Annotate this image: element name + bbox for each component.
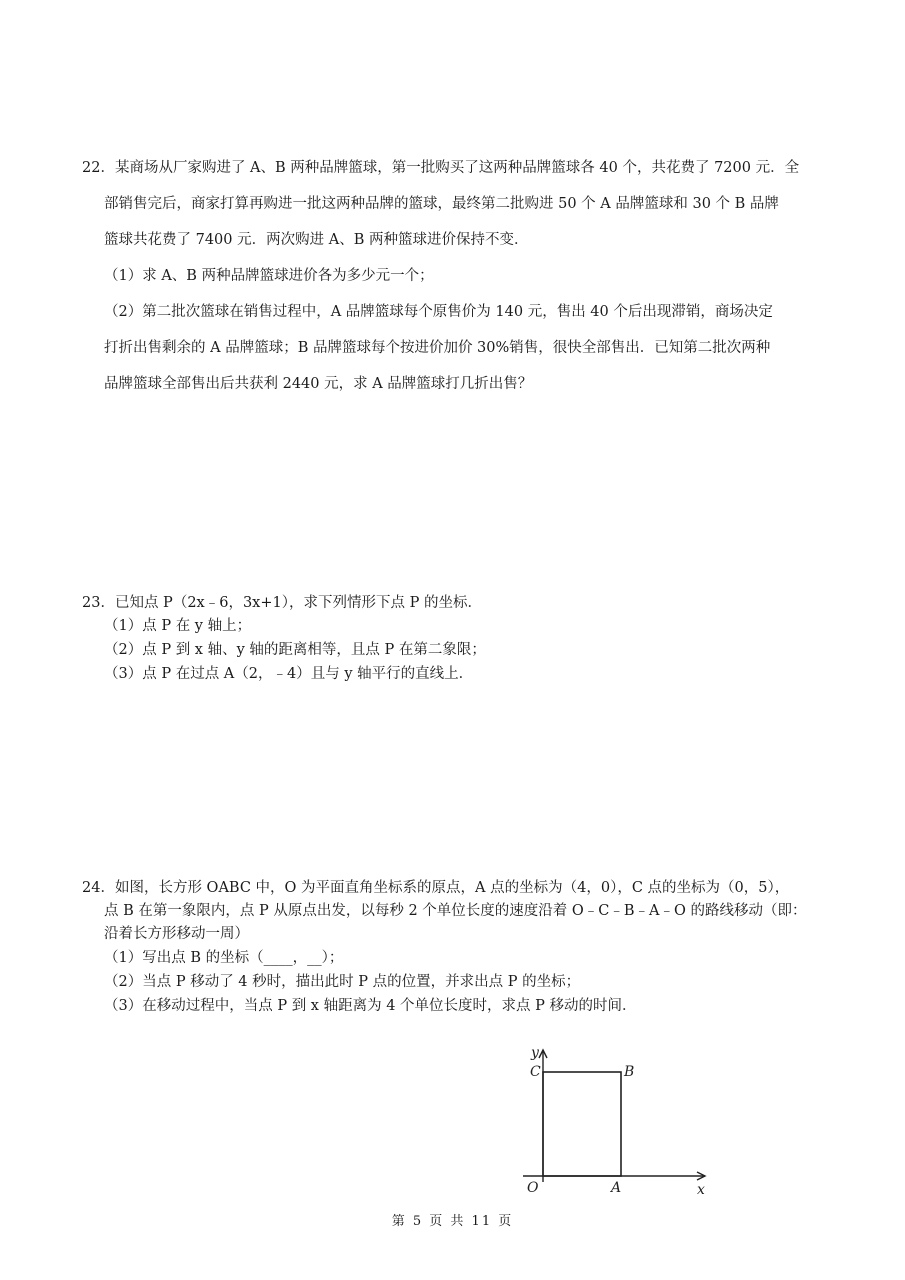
q23-line-1: 23．已知点 P（2x﹣6，3x+1），求下列情形下点 P 的坐标．	[82, 595, 482, 611]
rectangle-oabc	[543, 1072, 621, 1176]
page-footer: 第 5 页 共 11 页	[391, 1214, 514, 1229]
q23-part-1: （1）点 P 在 y 轴上；	[104, 618, 252, 634]
q24-line-3: 沿着长方形移动一周）	[104, 926, 249, 942]
q24-line-2: 点 B 在第一象限内，点 P 从原点出发，以每秒 2 个单位长度的速度沿着 O﹣C﹣B﹣A﹣O 的路线移动（即：	[104, 903, 807, 919]
label-o: O	[527, 1180, 539, 1196]
q23-part-3: （3）点 P 在过点 A（2，﹣4）且与 y 轴平行的直线上．	[104, 666, 474, 682]
q24-part-2: （2）当点 P 移动了 4 秒时，描出此时 P 点的位置，并求出点 P 的坐标；	[104, 974, 581, 990]
label-y: y	[531, 1045, 539, 1061]
q22-part-2-line-3: 品牌篮球全部售出后共获利 2440 元，求 A 品牌篮球打几折出售？	[104, 376, 533, 392]
q24-part-3: （3）在移动过程中，当点 P 到 x 轴距离为 4 个单位长度时，求点 P 移动的时间．	[104, 998, 637, 1014]
q24-part-1: （1）写出点 B 的坐标（____，__）；	[104, 950, 344, 966]
label-x: x	[697, 1182, 705, 1198]
q22-part-1: （1）求 A、B 两种品牌篮球进价各为多少元一个；	[104, 268, 434, 284]
rectangle-oabc-figure	[515, 1040, 715, 1200]
label-c: C	[530, 1064, 541, 1080]
label-a: A	[611, 1180, 622, 1196]
label-b: B	[624, 1064, 635, 1080]
q23-part-2: （2）点 P 到 x 轴、y 轴的距离相等，且点 P 在第二象限；	[104, 642, 486, 658]
q22-line-1: 22．某商场从厂家购进了 A、B 两种品牌篮球，第一批购买了这两种品牌篮球各 40 个，共花费了 7200 元．全	[82, 160, 800, 176]
q22-line-3: 篮球共花费了 7400 元．两次购进 A、B 两种篮球进价保持不变．	[104, 232, 529, 248]
q22-part-2-line-1: （2）第二批次篮球在销售过程中，A 品牌篮球每个原售价为 140 元，售出 40 个后出现滞销，商场决定	[104, 304, 773, 320]
q24-line-1: 24．如图，长方形 OABC 中，O 为平面直角坐标系的原点，A 点的坐标为（4，0），C 点的坐标为（0，5），	[82, 880, 790, 896]
q22-part-2-line-2: 打折出售剩余的 A 品牌篮球；B 品牌篮球每个按进价加价 30%销售，很快全部售出．已知第二批次两种	[104, 340, 771, 356]
q22-line-2: 部销售完后，商家打算再购进一批这两种品牌的篮球，最终第二批购进 50 个 A 品牌篮球和 30 个 B 品牌	[104, 196, 779, 212]
